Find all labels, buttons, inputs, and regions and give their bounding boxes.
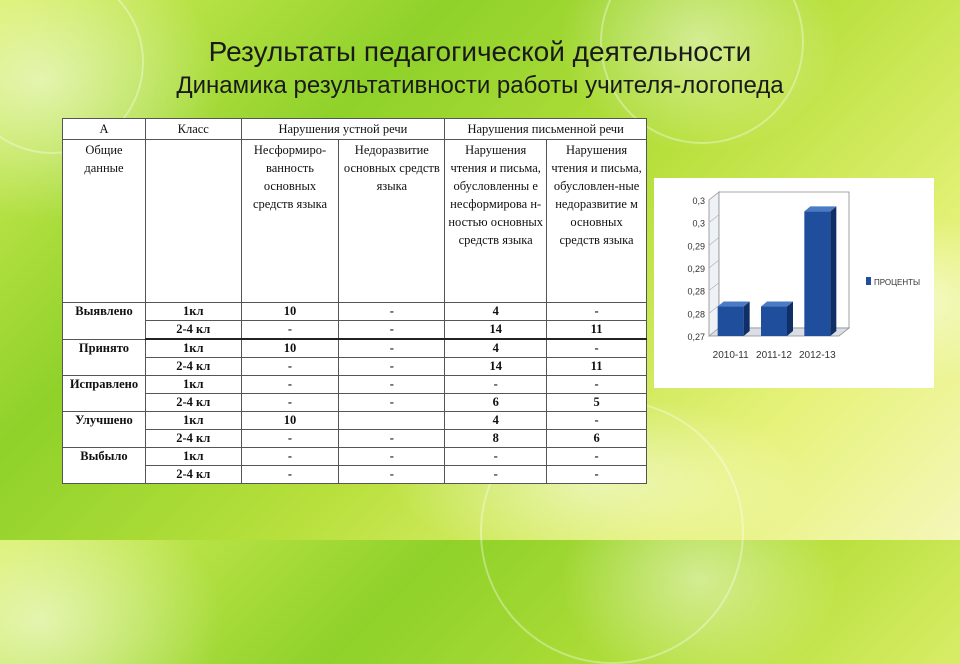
value-cell: 8 [445, 430, 547, 448]
header-class: Класс [145, 119, 241, 140]
value-cell: - [241, 466, 339, 484]
bar [804, 211, 830, 336]
value-cell: - [241, 448, 339, 466]
table-row [63, 394, 647, 412]
table-row [63, 448, 647, 466]
class-cell: 2-4 кл [145, 321, 241, 340]
table-row [63, 321, 647, 340]
value-cell: 4 [445, 303, 547, 321]
value-cell: 10 [241, 412, 339, 430]
value-cell: - [547, 376, 647, 394]
value-cell: - [339, 448, 445, 466]
bar-side [744, 302, 750, 336]
y-tick-label: 0,28 [687, 286, 705, 297]
value-cell: - [339, 321, 445, 340]
table-row [63, 303, 647, 321]
x-tick-label: 2010-11 [712, 350, 749, 361]
value-cell: - [547, 303, 647, 321]
bar-side [787, 302, 793, 336]
y-tick-label: 0,28 [687, 309, 705, 320]
bar [718, 307, 744, 336]
class-cell: 2-4 кл [145, 358, 241, 376]
value-cell: - [547, 448, 647, 466]
header-written: Нарушения письменной речи [445, 119, 647, 140]
class-cell: 1кл [145, 376, 241, 394]
results-table [62, 118, 647, 484]
value-cell: 10 [241, 339, 339, 358]
legend-swatch [866, 277, 871, 285]
bar-side [830, 206, 836, 336]
header-col4: Нарушения чтения и письма, обусловлен-ные недоразвитие м основных средств языка [547, 140, 647, 303]
value-cell: 4 [445, 339, 547, 358]
table-row [63, 430, 647, 448]
table-row [63, 412, 647, 430]
header-empty [145, 140, 241, 303]
row-group-label: Выявлено [63, 303, 146, 340]
value-cell: - [445, 448, 547, 466]
y-tick-label: 0,27 [687, 332, 705, 342]
value-cell: - [339, 394, 445, 412]
header-row [63, 119, 647, 140]
x-tick-label: 2011-12 [756, 350, 792, 361]
value-cell: - [339, 376, 445, 394]
y-tick-label: 0,3 [692, 196, 705, 206]
value-cell: 5 [547, 394, 647, 412]
value-cell: 10 [241, 303, 339, 321]
class-cell: 1кл [145, 303, 241, 321]
value-cell: - [241, 358, 339, 376]
value-cell: 14 [445, 358, 547, 376]
value-cell: - [339, 303, 445, 321]
y-tick-label: 0,29 [687, 264, 705, 274]
bar-chart [654, 178, 934, 388]
legend-label: ПРОЦЕНТЫ [874, 278, 921, 287]
value-cell: - [547, 339, 647, 358]
value-cell: - [445, 466, 547, 484]
x-tick-label: 2012-13 [798, 350, 836, 361]
value-cell: 6 [547, 430, 647, 448]
row-group-label: Улучшено [63, 412, 146, 448]
value-cell: - [339, 339, 445, 358]
row-group-label: Выбыло [63, 448, 146, 484]
page-subtitle: Динамика результативности работы учителя-логопеда [176, 72, 784, 99]
chart-panel [654, 178, 934, 388]
value-cell: - [241, 321, 339, 340]
bar [761, 307, 787, 336]
class-cell: 2-4 кл [145, 466, 241, 484]
value-cell: - [445, 376, 547, 394]
row-group-label: Исправлено [63, 376, 146, 412]
value-cell: 11 [547, 321, 647, 340]
value-cell: 14 [445, 321, 547, 340]
value-cell: - [339, 466, 445, 484]
value-cell: - [241, 376, 339, 394]
class-cell: 1кл [145, 412, 241, 430]
value-cell: - [241, 430, 339, 448]
header-col3: Нарушения чтения и письма, обусловленны е несформирова н-ностью основных средств языка [445, 140, 547, 303]
header-a: А [63, 119, 146, 140]
value-cell: - [241, 394, 339, 412]
row-group-label: Принято [63, 339, 146, 376]
class-cell: 1кл [145, 448, 241, 466]
class-cell: 2-4 кл [145, 394, 241, 412]
value-cell: 4 [445, 412, 547, 430]
table-row [63, 358, 647, 376]
value-cell [339, 412, 445, 430]
value-cell: - [547, 466, 647, 484]
value-cell: 11 [547, 358, 647, 376]
value-cell: - [339, 430, 445, 448]
header-col2: Недоразвитие основных средств языка [339, 140, 445, 303]
header-oral: Нарушения устной речи [241, 119, 445, 140]
class-cell: 2-4 кл [145, 430, 241, 448]
y-tick-label: 0,29 [687, 241, 705, 252]
y-tick-label: 0,3 [692, 218, 705, 229]
table-row [63, 466, 647, 484]
value-cell: 6 [445, 394, 547, 412]
header-general: Общие данные [63, 140, 146, 303]
value-cell: - [547, 412, 647, 430]
class-cell: 1кл [145, 339, 241, 358]
page-title: Результаты педагогической деятельности [208, 36, 752, 67]
table-row [63, 339, 647, 358]
value-cell: - [339, 358, 445, 376]
subheader-row [63, 140, 647, 303]
table-row [63, 376, 647, 394]
header-col1: Несформиро-ванность основных средств языка [241, 140, 339, 303]
